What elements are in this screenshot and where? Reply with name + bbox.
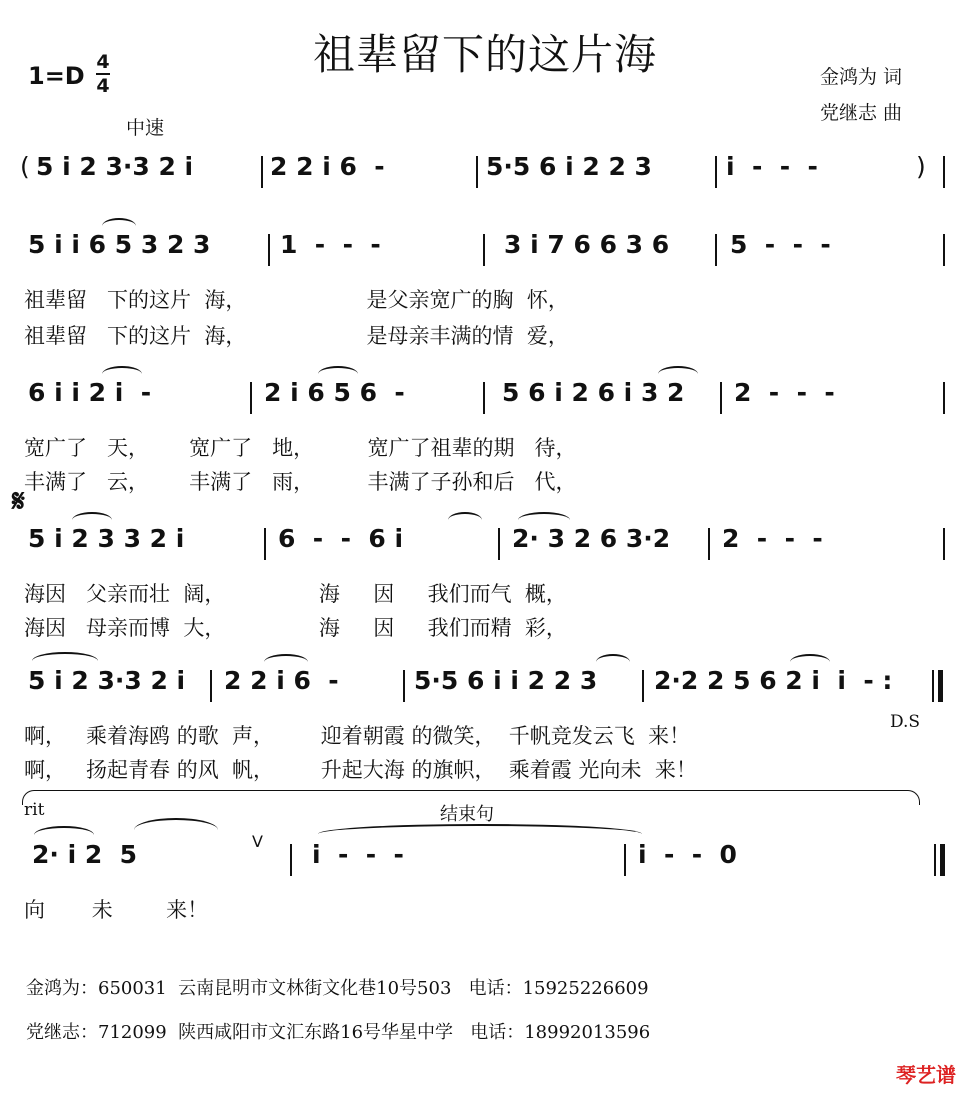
staff-line-1: [18, 152, 953, 192]
time-signature: [96, 52, 110, 96]
lyric-ending: 向 未 来！: [24, 898, 209, 922]
measure: 2 - - -: [734, 378, 835, 407]
close-paren: ): [916, 152, 926, 181]
measure: 5 i 2 3·3 2 i: [36, 152, 194, 181]
lyric-verse-1: 祖辈留 下的这片 海， 是父亲宽广的胸 怀，: [24, 288, 569, 312]
staff-line-6: [18, 832, 953, 880]
staff-line-3: [18, 378, 953, 418]
measure: 2 - - -: [722, 524, 823, 553]
measure: 5 - - -: [730, 230, 831, 259]
measure: i - - -: [312, 840, 404, 869]
rit-marking: rit: [24, 800, 45, 820]
measure: 2 2 i 6 -: [224, 666, 339, 695]
lyric-verse-2: 海因 母亲而博 大， 海 因 我们而精 彩，: [24, 616, 567, 640]
measure: i - - 0: [638, 840, 737, 869]
measure: 5 i 2 3 3 2 i: [28, 524, 185, 553]
measure: 6 i i 2 i -: [28, 378, 152, 407]
ds-marking: D.S: [890, 712, 921, 732]
staff-line-5: [18, 666, 953, 706]
measure: 3 i 7 6 6 3 6: [504, 230, 670, 259]
measure: i - - -: [726, 152, 818, 181]
measure: 6 - - 6 i: [278, 524, 404, 553]
measure: 5·5 6 i i 2 2 3: [414, 666, 598, 695]
measure: 2· 3 2 6 3·2: [512, 524, 671, 553]
lyric-verse-1: 宽广了 天， 宽广了 地， 宽广了祖辈的期 待，: [24, 436, 577, 460]
lyric-verse-2: 祖辈留 下的这片 海， 是母亲丰满的情 爱，: [24, 324, 569, 348]
contact-lyricist: 金鸿为：650031 云南昆明市文林街文化巷10号503 电话：15925226609: [26, 978, 649, 999]
measure: 5 i i 6 5 3 2 3: [28, 230, 211, 259]
measure: 5 i 2 3·3 2 i: [28, 666, 186, 695]
lyricist: 金鸿为 词: [820, 66, 903, 88]
measure: 2 2 i 6 -: [270, 152, 385, 181]
measure: 5 6 i 2 6 i 3 2: [502, 378, 685, 407]
measure: 1 - - -: [280, 230, 381, 259]
measure: 5·5 6 i 2 2 3: [486, 152, 652, 181]
staff-line-2: [18, 230, 953, 270]
contact-composer: 党继志：712099 陕西咸阳市文汇东路16号华星中学 电话：18992013596: [26, 1022, 651, 1043]
tempo-marking: 中速: [126, 117, 165, 139]
staff-line-4: [18, 524, 953, 564]
watermark-logo: 琴艺谱: [896, 1063, 956, 1087]
measure: 2 i 6 5 6 -: [264, 378, 405, 407]
measure: 2· i 2 5: [32, 840, 138, 869]
lyric-verse-2: 啊， 扬起青春 的风 帆， 升起大海 的旗帜， 乘着霞 光向未 来！: [24, 758, 697, 782]
time-bottom: 4: [96, 75, 110, 97]
lyric-verse-2: 丰满了 云， 丰满了 雨， 丰满了子孙和后 代，: [24, 470, 577, 494]
lyric-verse-1: 海因 父亲而壮 阔， 海 因 我们而气 概，: [24, 582, 567, 606]
key-signature: 1=D: [28, 62, 85, 90]
composer: 党继志 曲: [820, 102, 903, 124]
ending-label: 结束句: [440, 804, 494, 825]
song-title: 祖辈留下的这片海: [312, 30, 657, 79]
breath-mark: V: [252, 832, 263, 851]
measure: 2·2 2 5 6 2 i i - :: [654, 666, 893, 695]
lyric-verse-1: 啊， 乘着海鸥 的歌 声， 迎着朝霞 的微笑， 千帆竞发云飞 来！: [24, 724, 691, 748]
segno-sign: 𝄋: [12, 484, 25, 519]
open-paren: (: [20, 152, 30, 181]
time-top: 4: [96, 51, 110, 73]
